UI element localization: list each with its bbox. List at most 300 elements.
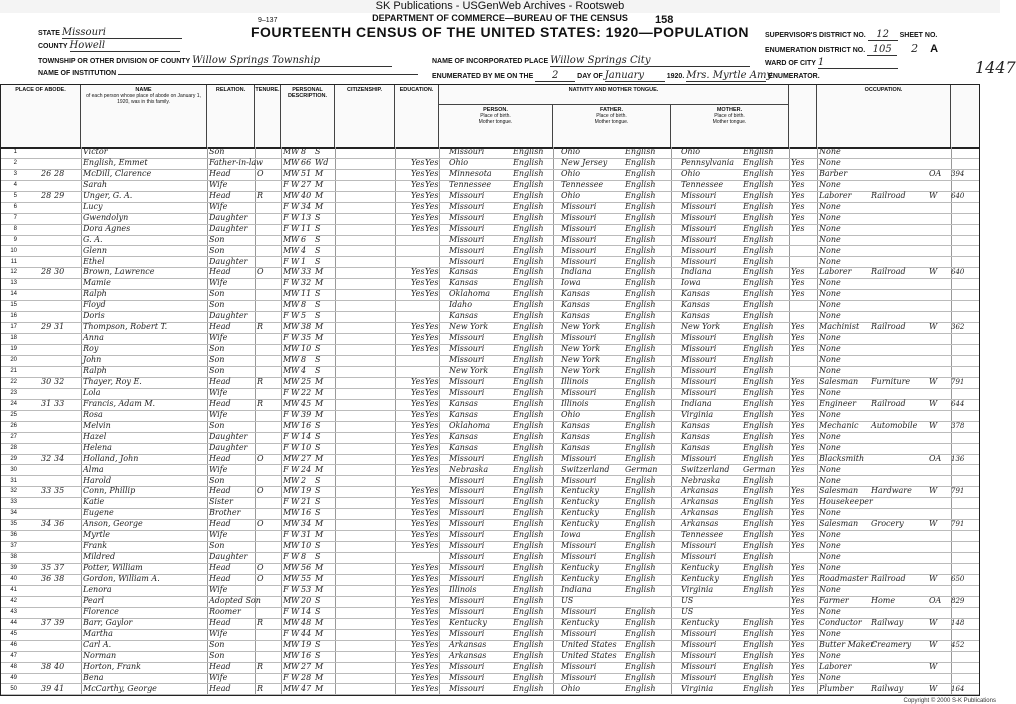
cell-mb: Virginia [681, 585, 714, 594]
cell-ag: 8 [301, 300, 307, 310]
cell-wr: Yes [425, 486, 439, 496]
cell-fb: Indiana [561, 267, 592, 277]
cell-rc: W [291, 256, 300, 266]
cell-mt: English [513, 157, 544, 167]
cell-ag: 32 [301, 278, 312, 288]
cell-rel: Head [209, 563, 231, 573]
cell-rel: Head [209, 519, 231, 529]
cell-wr: Yes [425, 289, 439, 299]
cell-name: Holland, John [83, 453, 139, 463]
cell-bp: Missouri [449, 344, 485, 354]
cell-sx: F [283, 628, 289, 638]
cell-rc: W [291, 420, 300, 430]
cell-tn: O [257, 519, 264, 529]
cell-sx: M [283, 486, 292, 496]
cell-en: Yes [791, 376, 805, 386]
cell-ind: Grocery [871, 519, 904, 529]
cell-mb: Missouri [681, 201, 717, 211]
cell-fb: Kansas [561, 289, 590, 299]
cell-sx: F [283, 278, 289, 288]
cell-rd: Yes [411, 179, 425, 189]
cell-en: Yes [791, 179, 805, 189]
cell-sx: M [283, 157, 292, 167]
cell-en: Yes [791, 672, 805, 682]
cell-rc: W [291, 672, 300, 682]
sheet-number: 2 [911, 42, 919, 55]
cell-ms: M [315, 267, 324, 277]
cell-ln: 23 [10, 389, 17, 396]
cell-fmt: English [625, 376, 656, 386]
cell-mmt: English [743, 563, 774, 573]
cell-fb: Ohio [561, 683, 581, 693]
cell-ln: 15 [10, 302, 17, 309]
cell-name: Mildred [83, 552, 116, 562]
state-value: Missouri [62, 27, 182, 39]
cell-rc: W [291, 585, 300, 594]
cell-ln: 40 [10, 576, 17, 583]
cell-en: Yes [791, 650, 805, 660]
cell-rc: W [291, 683, 300, 693]
cell-fb: United States [561, 639, 617, 649]
cell-wr: Yes [425, 344, 439, 354]
cell-rel: Son [209, 245, 225, 255]
cell-fmt: English [625, 672, 656, 682]
cell-ms: S [315, 311, 321, 321]
cell-ms: S [315, 552, 321, 562]
cell-ind: Railroad [871, 398, 906, 408]
cell-mt: English [513, 245, 544, 255]
cell-sx: M [283, 289, 292, 299]
cell-ln: 5 [13, 192, 17, 199]
cell-fm: 35 [54, 486, 65, 496]
cell-wr: Yes [425, 223, 439, 233]
cell-ms: M [315, 333, 324, 343]
cell-fb: Ohio [561, 409, 581, 419]
cell-name: English, Emmet [83, 157, 148, 167]
cell-en: Yes [791, 168, 805, 178]
enumerated-field [432, 70, 820, 82]
cell-mt: English [513, 366, 544, 375]
cell-ms: M [315, 190, 324, 200]
cell-rel: Head [209, 267, 231, 277]
cell-tr: None [819, 508, 841, 518]
cell-ln: 48 [10, 663, 17, 670]
cell-tr: None [819, 552, 841, 562]
cell-rd: Yes [411, 508, 425, 518]
cell-mmt: English [743, 278, 774, 288]
cell-sx: F [283, 464, 289, 474]
cell-mb: Indiana [681, 398, 712, 408]
cell-ms: M [315, 585, 324, 594]
cell-rel: Wife [209, 672, 228, 682]
cell-rc: W [291, 661, 300, 671]
cell-mt: English [513, 595, 544, 605]
cell-rel: Head [209, 617, 231, 627]
cell-ms: M [315, 201, 324, 211]
cell-en: Yes [791, 453, 805, 463]
cell-tn: R [257, 190, 264, 200]
cell-ag: 16 [301, 420, 312, 430]
cell-bp: Missouri [449, 223, 485, 233]
cell-sx: M [283, 168, 292, 178]
cell-ln: 26 [10, 422, 17, 429]
cell-mt: English [513, 190, 544, 200]
cell-ln: 50 [10, 685, 17, 692]
cell-fmt: English [625, 179, 656, 189]
cell-mb: Kansas [681, 420, 710, 430]
cell-ln: 17 [10, 324, 17, 331]
cell-rd: Yes [411, 398, 425, 408]
cell-mb: Kansas [681, 289, 710, 299]
cell-ln: 11 [10, 258, 17, 265]
cell-fb: Missouri [561, 333, 597, 343]
cell-dw: 30 [41, 376, 52, 386]
cell-ms: S [315, 300, 321, 310]
place-value: Willow Springs City [550, 55, 750, 67]
cell-ms: M [315, 672, 324, 682]
cell-name: Doris [83, 311, 105, 321]
cell-en: Yes [791, 289, 805, 299]
cell-bp: Missouri [449, 672, 485, 682]
cell-en: Yes [791, 563, 805, 573]
cell-en: Yes [791, 519, 805, 529]
cell-rn: 791 [951, 377, 965, 386]
cell-fmt: English [625, 366, 656, 375]
cell-fb: Missouri [561, 552, 597, 562]
enum-district-value: 105 [867, 44, 897, 56]
cell-bp: Arkansas [449, 650, 487, 660]
cell-ag: 8 [301, 355, 307, 365]
cell-tr: Mechanic [819, 420, 859, 430]
cell-ln: 31 [10, 477, 17, 484]
cell-rel: Son [209, 147, 225, 156]
cell-ln: 3 [13, 170, 17, 177]
cell-cl: W [929, 639, 938, 649]
cell-mt: English [513, 683, 544, 693]
cell-sx: F [283, 431, 289, 441]
cell-mb: Missouri [681, 376, 717, 386]
cell-mmt: English [743, 639, 774, 649]
cell-rd: Yes [411, 683, 425, 693]
cell-mb: Kansas [681, 300, 710, 310]
cell-mb: Kentucky [681, 563, 719, 573]
cell-fmt: English [625, 256, 656, 266]
cell-en: Yes [791, 464, 805, 474]
cell-tr: None [819, 311, 841, 321]
cell-ln: 24 [10, 400, 17, 407]
cell-fb: Ohio [561, 147, 581, 156]
cell-mmt: English [743, 190, 774, 200]
cell-name: McDill, Clarence [83, 168, 152, 178]
cell-rc: W [291, 595, 300, 605]
cell-ag: 16 [301, 508, 312, 518]
cell-fmt: English [625, 683, 656, 693]
cell-rd: Yes [411, 322, 425, 332]
cell-ag: 44 [301, 628, 312, 638]
cell-dw: 28 [41, 190, 52, 200]
cell-ind: Railroad [871, 322, 906, 332]
cell-tr: Machinist [819, 322, 860, 332]
cell-mb: Missouri [681, 234, 717, 244]
cell-tr: None [819, 201, 841, 211]
enumerated-label: ENUMERATED BY ME ON THE [432, 73, 534, 80]
cell-wr: Yes [425, 387, 439, 397]
cell-rc: W [291, 639, 300, 649]
cell-ms: S [315, 606, 321, 616]
cell-ag: 5 [301, 311, 307, 321]
cell-rn: 644 [951, 399, 965, 408]
cell-fb: Kentucky [561, 508, 599, 518]
cell-bp: Missouri [449, 541, 485, 551]
cell-en: Yes [791, 639, 805, 649]
cell-ag: 10 [301, 442, 312, 452]
cell-fb: Illinois [561, 398, 589, 408]
cell-sx: F [283, 179, 289, 189]
institution-label: NAME OF INSTITUTION [38, 70, 117, 77]
cell-rc: W [291, 617, 300, 627]
cell-mmt: English [743, 519, 774, 529]
column-headers [1, 85, 979, 149]
cell-mb: Missouri [681, 541, 717, 551]
cell-fmt: English [625, 322, 656, 332]
cell-fmt: English [625, 245, 656, 255]
cell-rel: Father-in-law [209, 157, 263, 167]
cell-mb: Pennsylvania [681, 157, 735, 167]
cell-ln: 1 [13, 149, 17, 155]
cell-ag: 11 [301, 289, 312, 299]
cell-ag: 22 [301, 387, 312, 397]
cell-tr: None [819, 606, 841, 616]
cell-mmt: English [743, 683, 774, 693]
cell-ln: 2 [13, 159, 17, 166]
cell-cl: W [929, 190, 938, 200]
cell-mb: Missouri [681, 355, 717, 365]
cell-ms: S [315, 420, 321, 430]
cell-mmt: English [743, 333, 774, 343]
cell-rel: Head [209, 574, 231, 584]
cell-mt: English [513, 475, 544, 485]
cell-en: Yes [791, 420, 805, 430]
mother-header: MOTHER. Place of birth. Mother tongue. [671, 105, 789, 147]
cell-dw: 32 [41, 453, 52, 463]
cell-fb: Missouri [561, 212, 597, 222]
cell-bp: Missouri [449, 256, 485, 266]
cell-mt: English [513, 420, 544, 430]
cell-fmt: English [625, 563, 656, 573]
cell-tr: Plumber [819, 683, 854, 693]
cell-fmt: English [625, 519, 656, 529]
cell-mt: English [513, 333, 544, 343]
cell-bp: Missouri [449, 475, 485, 485]
cell-rd: Yes [411, 442, 425, 452]
cell-ln: 6 [13, 203, 17, 210]
cell-fb: Missouri [561, 672, 597, 682]
cell-name: Ralph [83, 289, 107, 299]
cell-fb: Missouri [561, 628, 597, 638]
cell-rd: Yes [411, 530, 425, 540]
cell-ln: 22 [10, 378, 17, 385]
cell-mb: Arkansas [681, 508, 719, 518]
cell-mmt: English [743, 585, 774, 594]
cell-name: Melvin [83, 420, 111, 430]
cell-cl: W [929, 683, 938, 693]
cell-wr: Yes [425, 519, 439, 529]
cell-wr: Yes [425, 409, 439, 419]
cell-en: Yes [791, 431, 805, 441]
place-label: NAME OF INCORPORATED PLACE [432, 58, 549, 65]
cell-fmt: English [625, 442, 656, 452]
cell-rd: Yes [411, 157, 425, 167]
cell-rd: Yes [411, 585, 425, 594]
cell-dw: 38 [41, 661, 52, 671]
cell-sx: M [283, 475, 292, 485]
cell-ag: 53 [301, 585, 312, 594]
cell-sx: M [283, 300, 292, 310]
cell-ag: 25 [301, 376, 312, 386]
cell-ms: M [315, 179, 324, 189]
cell-ind: Home [871, 595, 896, 605]
cell-fb: Illinois [561, 376, 589, 386]
cell-rel: Daughter [209, 223, 248, 233]
cell-name: Francis, Adam M. [83, 398, 156, 408]
cell-ms: S [315, 541, 321, 551]
cell-rc: W [291, 442, 300, 452]
cell-ind: Railway [871, 683, 904, 693]
cell-tr: None [819, 333, 841, 343]
cell-rc: W [291, 475, 300, 485]
form-number: 9–137 [258, 17, 278, 24]
cell-cl: W [929, 617, 938, 627]
cell-dw: 29 [41, 322, 52, 332]
cell-rc: W [291, 344, 300, 354]
cell-tn: O [257, 453, 264, 463]
census-sheet [0, 84, 980, 696]
cell-tr: None [819, 256, 841, 266]
cell-rd: Yes [411, 661, 425, 671]
cell-name: Rosa [83, 409, 103, 419]
cell-rc: W [291, 267, 300, 277]
cell-fb: Kansas [561, 300, 590, 310]
cell-rel: Roomer [209, 606, 241, 616]
cell-fmt: English [625, 475, 656, 485]
cell-fm: 38 [54, 574, 65, 584]
cell-en: Yes [791, 595, 805, 605]
cell-ag: 47 [301, 683, 312, 693]
cell-mmt: English [743, 672, 774, 682]
cell-ln: 39 [10, 565, 17, 572]
cell-name: Sarah [83, 179, 107, 189]
cell-fb: Missouri [561, 453, 597, 463]
cell-name: Martha [83, 628, 113, 638]
cell-mb: Missouri [681, 223, 717, 233]
cell-en: Yes [791, 190, 805, 200]
cell-wr: Yes [425, 179, 439, 189]
cell-mt: English [513, 661, 544, 671]
cell-en: Yes [791, 278, 805, 288]
cell-rn: 791 [951, 487, 965, 496]
cell-bp: Kansas [449, 409, 478, 419]
cell-ag: 48 [301, 617, 312, 627]
cell-mt: English [513, 453, 544, 463]
cell-ag: 35 [301, 333, 312, 343]
cell-rc: W [291, 289, 300, 299]
cell-ag: 10 [301, 344, 312, 354]
cell-cl: W [929, 267, 938, 277]
cell-name: Glenn [83, 245, 107, 255]
cell-fb: Ohio [561, 168, 581, 178]
cell-ms: M [315, 519, 324, 529]
cell-mb: Missouri [681, 387, 717, 397]
cell-bp: Illinois [449, 585, 477, 594]
cell-en: Yes [791, 267, 805, 277]
cell-name: Harold [83, 475, 112, 485]
cell-fmt: English [625, 289, 656, 299]
cell-ms: S [315, 147, 321, 156]
cell-tr: None [819, 530, 841, 540]
cell-bp: Missouri [449, 508, 485, 518]
ward-label: WARD OF CITY [765, 60, 816, 67]
cell-mb: Missouri [681, 639, 717, 649]
cell-rd: Yes [411, 431, 425, 441]
cell-name: Helena [83, 442, 112, 452]
cell-ag: 27 [301, 453, 312, 463]
cell-wr: Yes [425, 563, 439, 573]
cell-rd: Yes [411, 672, 425, 682]
cell-ms: M [315, 376, 324, 386]
cell-rd: Yes [411, 168, 425, 178]
cell-sx: M [283, 420, 292, 430]
enum-district-label: ENUMERATION DISTRICT NO. [765, 47, 866, 54]
cell-mt: English [513, 541, 544, 551]
cell-wr: Yes [425, 201, 439, 211]
cell-tr: None [819, 223, 841, 233]
cell-rel: Son [209, 234, 225, 244]
cell-name: Anna [83, 333, 104, 343]
cell-mb: Tennessee [681, 530, 724, 540]
cell-bp: Kentucky [449, 617, 487, 627]
cell-mt: English [513, 464, 544, 474]
cell-rc: W [291, 563, 300, 573]
cell-fb: Kansas [561, 431, 590, 441]
cell-ms: S [315, 595, 321, 605]
cell-name: Lola [83, 387, 101, 397]
cell-rc: W [291, 530, 300, 540]
tenure-header: TENURE. [255, 85, 281, 147]
cell-ms: S [315, 650, 321, 660]
cell-ln: 7 [13, 214, 17, 221]
cell-rc: W [291, 508, 300, 518]
cell-rd: Yes [411, 267, 425, 277]
cell-ind: Furniture [871, 376, 911, 386]
cell-mt: English [513, 606, 544, 616]
cell-rd: Yes [411, 650, 425, 660]
cell-ms: M [315, 574, 324, 584]
cell-sx: M [283, 190, 292, 200]
cell-tr: Salesman [819, 486, 859, 496]
cell-ag: 19 [301, 639, 312, 649]
cell-mmt: English [743, 453, 774, 463]
cell-mmt: English [743, 508, 774, 518]
cell-sx: M [283, 519, 292, 529]
year-label: 1920. [666, 73, 685, 80]
cell-mmt: English [743, 409, 774, 419]
cell-fb: Missouri [561, 606, 597, 616]
cell-mb: Missouri [681, 212, 717, 222]
cell-rel: Head [209, 398, 231, 408]
cell-fb: Kansas [561, 311, 590, 321]
cell-mmt: English [743, 267, 774, 277]
cell-sx: M [283, 453, 292, 463]
